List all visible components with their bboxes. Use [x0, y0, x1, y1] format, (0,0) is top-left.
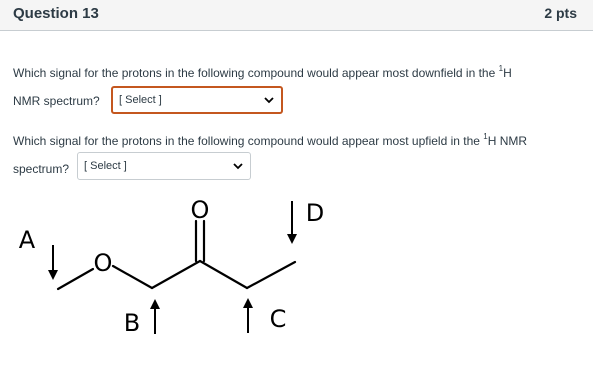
- bond-ch3-o: [58, 269, 93, 289]
- question1-text: [13, 66, 512, 80]
- bond-carbonyl-ch2: [200, 261, 247, 288]
- question2-select-value: [ Select ]: [84, 160, 127, 172]
- signal-label-c: C: [269, 305, 287, 333]
- question1-select-value: [ Select ]: [119, 94, 162, 106]
- question1-sup: 1: [498, 64, 504, 73]
- bond-o-ch2: [113, 266, 152, 288]
- arrow-icon: [48, 245, 58, 280]
- question2-text: [13, 134, 527, 148]
- carbonyl-oxygen-label: O: [190, 196, 210, 224]
- question2-select[interactable]: [77, 152, 251, 180]
- bond-ch2-carbonyl: [152, 261, 200, 288]
- signal-label-a: A: [18, 226, 36, 254]
- arrow-icon: [150, 299, 160, 334]
- question2-line1-end: H NMR: [487, 134, 528, 148]
- question-title: Question 13: [13, 5, 99, 22]
- arrow-icon: [243, 298, 253, 333]
- signal-label-b: B: [123, 309, 141, 337]
- question-header: [0, 0, 593, 31]
- question2-line2: spectrum?: [13, 162, 70, 176]
- chevron-down-icon: [233, 162, 243, 170]
- question1-line1: Which signal for the protons in the following compound would appear most downfield in the: [13, 66, 499, 80]
- question1-line2: NMR spectrum?: [13, 94, 100, 108]
- ester-oxygen-label: O: [93, 249, 113, 277]
- question1-line1-end: H: [503, 66, 512, 80]
- bond-ch2-ch3: [247, 262, 295, 288]
- compound-structure: [0, 190, 360, 340]
- chevron-down-icon: [264, 96, 274, 104]
- question2-sup: 1: [483, 132, 488, 141]
- arrow-icon: [287, 201, 297, 244]
- signal-label-d: D: [305, 199, 325, 227]
- question-points: 2 pts: [544, 5, 577, 21]
- question2-line1: Which signal for the protons in the following compound would appear most upfield in the: [13, 134, 484, 148]
- question1-select[interactable]: [111, 86, 283, 114]
